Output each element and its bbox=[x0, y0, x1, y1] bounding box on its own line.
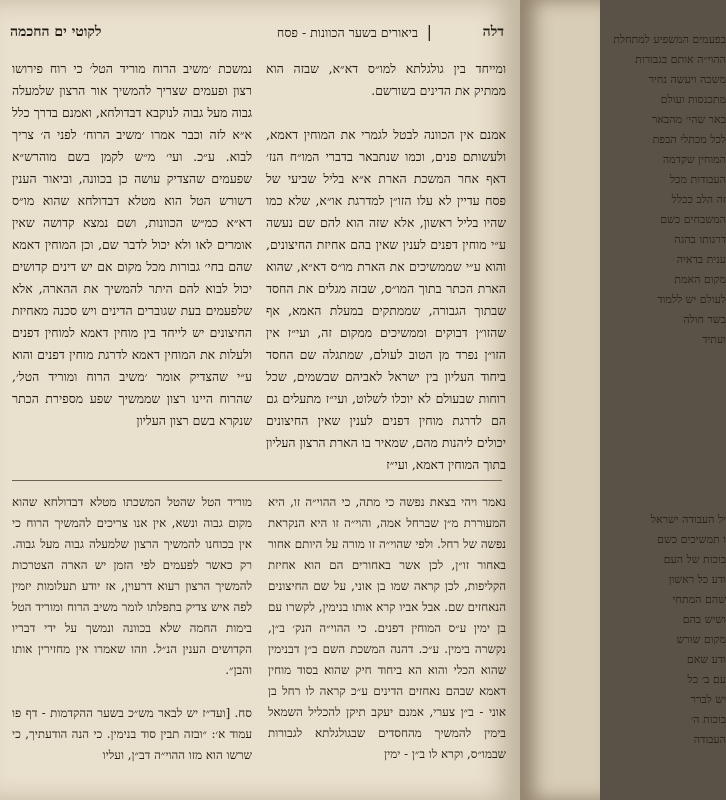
running-header bbox=[10, 22, 510, 48]
footnote-paragraph: סח. [ועד״ז יש לבאר מש״כ בשער ההקדמות - דף פו עמוד א׳: ״ובזה תבין סוד בנימין. כי הנה הודעתיך, כי שרשו הוא מזו ההוי״ה דב״ן, ועליו bbox=[12, 706, 252, 762]
footnote-paragraph: נאמר ויהי בצאת נפשה כי מתה, כי ההוי״ה זו, היא המעוררת מ״ן שברחל אמה, והוי״ה זו היא הנקראת נפשה של רחל. ולפי שהוי״ה זו מורה על היותם אחור באחור זו״ן, לכן אשר באחורים הם הוא אחיזת הקליפות, לכן קראה שמו בן אוני, על שם החיצונים הנאחזים שם. אבל אביו קרא אותו בנימין, לקשרו עם בן ימין ע״ס המוחין דפנים. כי ההוי״ה הנק׳ ב״ן, נקשרה בימין. ע״כ. דהנה המשכת השם ב״ן דבנימין שהוא הכלי והוא הא ביחוד חיק שהוא בסוד מוחין דאמא שבהם נאחזים הדינים ע״כ קראה לו רחל בן אוני - ב״ן צערי, אמנם יעקב תיקן להכליל השמאל בימין להמשיך מהחסדים שבגולגלתא לגבורות שבמו״ס, וקרא לו ב״ן - ימין bbox=[268, 495, 506, 761]
page-number-hebrew: דלה bbox=[482, 24, 504, 40]
adjacent-line: זה הלב ככלל bbox=[671, 193, 726, 206]
adjacent-line: העבודות מכל bbox=[669, 173, 726, 186]
adjacent-book-page-edge bbox=[520, 0, 726, 800]
footnote-divider bbox=[12, 480, 502, 481]
adjacent-line: מקום האמת bbox=[674, 273, 726, 286]
adjacent-line: משכה ויעשה נחיר bbox=[648, 73, 726, 86]
adjacent-line: יש לברר bbox=[690, 693, 726, 706]
adjacent-line: המוחין שקדמה bbox=[662, 153, 726, 166]
adjacent-line: ענית בדאיה bbox=[676, 253, 726, 266]
adjacent-line: בוכות של העם bbox=[663, 553, 726, 566]
adjacent-page-top-text bbox=[526, 30, 726, 350]
adjacent-line: ההוי״ה אותם בגבורות bbox=[635, 53, 726, 66]
main-text-paragraph: אמנם אין הכוונה לבטל לגמרי את המוחין דאמא, ולעשותם פנים, וכמו שנתבאר בדברי המו״ח הנז׳ דאף אחר המשכת הארת א״א בליל שביעי של פסח עדיין לא עלו הזו״ן למדרגת או״א, שלא כמו שהיו בליל ראשון, אלא שזה הוא להם שם נעשה ע״י מוחין דפנים לענין שאין בהם אחיזת החיצונים, והוא ע״י שממשיכים את הארת מו״ס דא״א, שהוא הארת הכתר בתוך המו״ס, שבזה מגלים את החסד שבתוך הגבורה, שממתקים במעלת האמא, אף שהזו״ן דבוקים וממשיכים ממקום זה, ועי״ז אין הזו״ן נפרד מן הטוב לעולם, שמתגלה שם החסד ביחוד העליון בין ישראל לאביהם שבשמים, שכל רוחות שבעולם לא יוכלו לשלוט, ועי״ז מתעלים גם הם לדרגת מוחין דפנים לענין שאין החיצונים יכולים ליהנות מהם, שמאיר בו הארת הרצון העליון בתוך המוחין דאמא, ועי״ז bbox=[266, 127, 506, 472]
main-text-paragraph: ומייחד בין גולגלתא למו״ס דא״א, שבזה הוא ממתיק את הדינים בשורשם. bbox=[266, 61, 506, 98]
adjacent-line: ושיש בהם bbox=[682, 613, 726, 626]
adjacent-line: ועתיד bbox=[702, 333, 726, 346]
adjacent-line: ודע שאם bbox=[686, 653, 726, 666]
adjacent-line: העבודה bbox=[693, 733, 726, 746]
adjacent-line: דרגותו בהגה bbox=[674, 233, 726, 246]
footnote-right-column bbox=[268, 492, 506, 792]
main-text-left-column bbox=[12, 58, 252, 458]
header-separator: | bbox=[426, 22, 432, 41]
adjacent-line: בשר חולה bbox=[683, 313, 726, 326]
adjacent-line: בוכות ה׳ bbox=[690, 713, 726, 726]
adjacent-line: המשבחים כשם bbox=[660, 213, 726, 226]
main-text-paragraph: נמשכת ׳משיב הרוח מוריד הטל׳ כי רוח פירושו רצון ופעמים שצריך להמשיך אור הרצון שלמעלה גבוה מעל גבוה לנוקבא דבדולחא, ואמנם בדרך כלל א״א לזה וכבר אמרו ׳משיב הרוח׳ לפני ה׳ צריך לבוא. ע״כ. ועי׳ מ״ש לקמן בשם מוהרש״א שפעמים שהצדיק עושה כן בכוונה, וביאור הענין דשורש הטל הוא מטלא דבדולחא שהוא מו״ס דא״א כמ״ש הכוונות, ושם נמצא קדושה שאין אומרים לאו ולא יכול לדבר שם, וכן המוחין דאמא שהם בחי׳ גבורות מכל מקום אם יש דינים קדושים יכול לבוא להם היתר להמשיך את ההארה, אלא שלפעמים בעת שגוברים הדינים ויש סכנה מאחיזת החיצונים יש לייחד בין מוחין דאמא למוחין דפנים ולעלות את המוחין דאמא לדרגת מוחין דפנים והוא ע״י שהצדיק אומר ׳משיב הרוח ומוריד הטל׳, שהרוח היינו רצון שממשיך שפע מספירת הכתר שנקרא בשם רצון העליון bbox=[12, 61, 252, 428]
footnote-left-column bbox=[12, 492, 252, 792]
adjacent-line: לכל מכתלי הבפת bbox=[652, 133, 726, 146]
footnote-paragraph: מוריד הטל שהטל המשכתו מטלא דבדולחא שהוא מקום גבוה ונשא, אין אנו צריכים להמשיך הרוח כי אין בכוחנו להמשיך הרצון שלמעלה גבוה מעל גבוה. רק כאשר לפעמים לפי הזמן יש הארה הצטרכות להמשיך הרצון רעוא דרעוין, אז יודע תעלומות יזמין לפה איש צדיק בתפלתו לומר משיב הרוח ומוריד הטל בימות החמה שלא בכוונה ונמשך על ידי דבריו הקדושים הענין הנ״ל. וזהו שאמרו אין מחזירין אותו והבן״. bbox=[12, 495, 252, 677]
book-title: לקוטי ים החכמה bbox=[10, 24, 102, 40]
adjacent-line: בפעמים המשפיע למתחלת bbox=[613, 33, 726, 46]
adjacent-line: שהם המתחי bbox=[672, 593, 726, 606]
adjacent-line: מקום שורש bbox=[676, 633, 726, 646]
adjacent-line: לעולם יש ללמוד bbox=[657, 293, 726, 306]
adjacent-line: ודע כל ראשון bbox=[668, 573, 726, 586]
main-text-right-column bbox=[266, 58, 506, 472]
adjacent-line: באר שהי׳ מהבאר bbox=[652, 113, 726, 126]
adjacent-line: ו תמשיכים כשם bbox=[657, 533, 726, 546]
adjacent-line: מתכנסות ועולם bbox=[660, 93, 726, 106]
adjacent-line: יל העבודה ישראל bbox=[650, 513, 726, 526]
adjacent-page-bottom-text bbox=[526, 510, 726, 750]
section-title: ביאורים בשער הכוונות - פסח bbox=[276, 25, 418, 40]
adjacent-line: עם ב׳ כל bbox=[687, 673, 726, 686]
